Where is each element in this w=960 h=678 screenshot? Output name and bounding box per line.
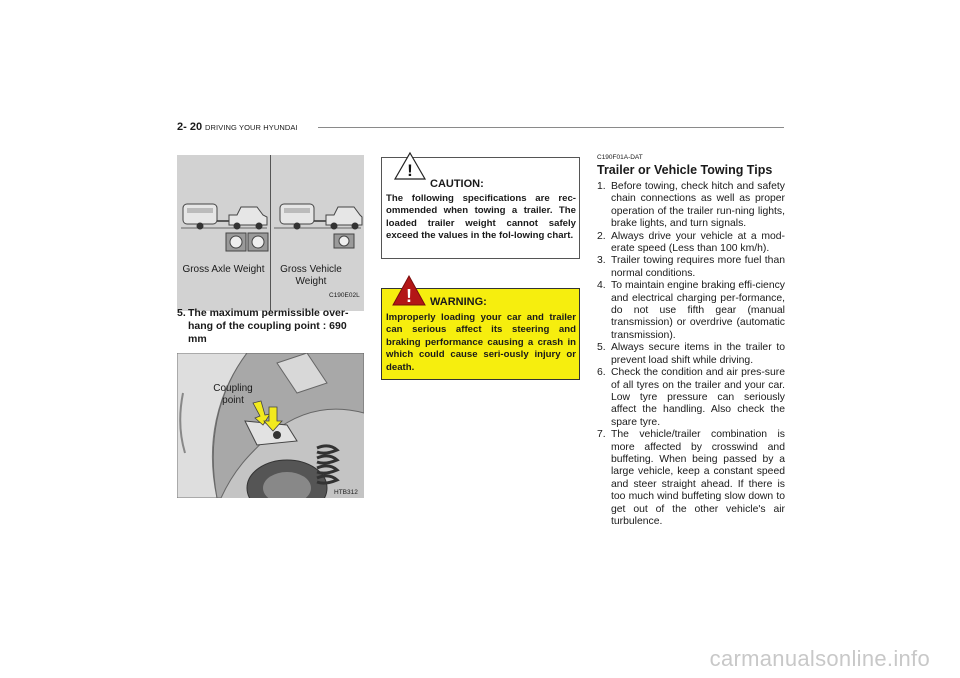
warning-body: Improperly loading your car and trailer can serious affect its steering and braking performance causing a crash in which could cause seri-ously injury or death.: [386, 312, 576, 373]
gross-vehicle-diagram: [274, 204, 362, 248]
svg-text:!: !: [406, 286, 412, 306]
exclamation-triangle-icon: [392, 275, 426, 307]
list-item: 4. To maintain engine braking effi-ciency and electrical charging per-formance, do not use fifth gear (manual transmission) or overdrive (automatic transmission).: [597, 280, 785, 341]
section-code: C190F01A-DAT: [597, 154, 643, 161]
list-item: 5. Always secure items in the trailer to prevent load shift while driving.: [597, 342, 785, 366]
svg-text:!: !: [407, 161, 413, 180]
list-item: 6. Check the condition and air pres-sure of all tyres on the trailer and your car. Low tyre pressure can seriously affect the handling. Also check the spare tyre.: [597, 367, 785, 428]
gross-axle-diagram: [181, 204, 268, 251]
warning-box: [381, 288, 580, 380]
list-item: 3. Trailer towing requires more fuel than normal conditions.: [597, 255, 785, 279]
caution-box: [381, 157, 580, 259]
coupling-point-label: Coupling point: [213, 383, 253, 406]
trailer-weight-figure: [177, 155, 364, 311]
figure-code: C190E02L: [329, 292, 360, 299]
coupling-point-figure: [177, 353, 364, 498]
section-title: DRIVING YOUR HYUNDAI: [205, 123, 298, 132]
coupling-point-illustration: [177, 353, 364, 498]
list-item: 7. The vehicle/trailer combination is more affected by crosswind and buffeting. When being passed by a large vehicle, keep a constant speed and steer straight ahead. If there is too much wind buffeting slow down to get out of the other vehicle's air turbulence.: [597, 429, 785, 527]
item-number: 5.: [177, 307, 186, 319]
caption-gross-axle-weight: Gross Axle Weight: [182, 264, 265, 275]
overhang-spec-item: [177, 307, 365, 346]
header-rule: [318, 127, 784, 128]
towing-tips-title: Trailer or Vehicle Towing Tips: [597, 163, 773, 177]
list-item: 2. Always drive your vehicle at a mod-erate speed (Less than 100 km/h).: [597, 230, 785, 255]
figure-code: HTB312: [334, 489, 358, 496]
page-number: 2- 20: [177, 121, 203, 133]
warning-title: WARNING:: [430, 296, 487, 308]
item-text: The maximum permissible over-hang of the coupling point : 690 mm: [188, 307, 349, 345]
list-item: 1. Before towing, check hitch and safety chain connections as well as proper operation of the trailer run-ning lights, brake lights, and turn signals.: [597, 181, 785, 230]
caution-title: CAUTION:: [430, 178, 484, 190]
exclamation-triangle-icon: [393, 151, 427, 181]
watermark: carmanualsonline.info: [709, 646, 930, 671]
caution-body: The following specifications are rec-ommended when towing a trailer. The loaded trailer weight cannot safely exceed the values in the fol-lowing chart.: [386, 193, 576, 242]
caption-gross-vehicle-weight: Gross Vehicle Weight: [280, 264, 342, 287]
towing-tips-list: [597, 181, 785, 528]
